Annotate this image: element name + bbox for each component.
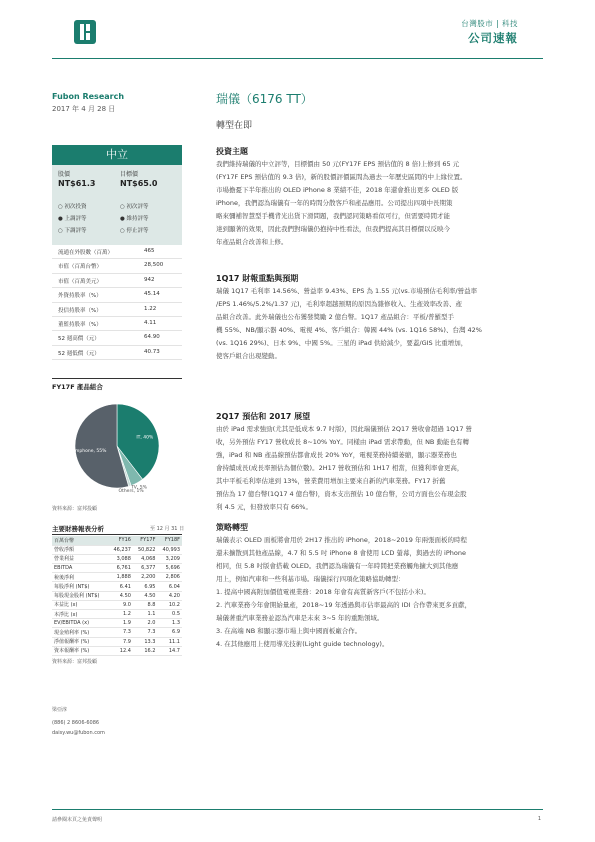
table-cell: 14.7: [157, 646, 182, 655]
table-cell: 40,993: [157, 545, 182, 554]
table-row: [52, 582, 182, 591]
paragraph-line: 3. 在高端 NB 和顯示器市場上與中國面板廠合作。: [216, 627, 362, 635]
table-cell: 現金殖利率 (%): [52, 628, 108, 637]
pie-label-others: Others, 1%: [118, 488, 144, 494]
section-investment-theme-title: 投資主題: [216, 147, 248, 156]
paragraph-line: /EPS 1.46%/5.2%/1.37 元)，毛利率超越預期的原因為雜修收入、生產效率改善、產: [216, 300, 463, 308]
table-cell: FY17F: [133, 536, 158, 545]
paragraph-line: 瑞儀 1Q17 毛利率 14.56%、營益率 9.43%、EPS 為 1.55 元(vs.市場預估毛利率/營益率: [216, 287, 478, 295]
table-cell: 每股淨利 (NT$): [52, 582, 108, 591]
product-mix-pie: [52, 394, 182, 504]
target-label: 目標價: [120, 171, 139, 178]
table-cell: 7.3: [108, 628, 133, 637]
rating-option: ○ 停止評等: [120, 228, 149, 234]
stat-value: 4.11: [144, 319, 157, 326]
table-cell: 本益比 (x): [52, 600, 108, 609]
stat-row: [52, 274, 182, 288]
table-cell: 2,200: [133, 573, 158, 582]
paragraph-line: 利 4.5 元，但發放率只有 66%。: [216, 503, 312, 511]
stat-value: 1.22: [144, 305, 157, 312]
table-cell: 1.2: [108, 610, 133, 619]
table-cell: 3,088: [108, 554, 133, 563]
paragraph-line: 1. 提高中國高附加價值電視業務：2018 年會有高質新客戶(不包括小米)。: [216, 588, 430, 596]
section-strategy-title: 策略轉型: [216, 523, 248, 532]
price-panel: [52, 165, 182, 245]
table-cell: 9.0: [108, 600, 133, 609]
rating-option: ○ 初次投資: [58, 204, 87, 210]
table-cell: 0.5: [157, 610, 182, 619]
rating-option: ○ 下調評等: [58, 228, 87, 234]
fin-table-source: 資料來源：富邦投顧: [52, 659, 98, 665]
table-cell: 2,806: [157, 573, 182, 582]
paragraph-line: 由於 iPad 需求強勁(尤其是低成本 9.7 吋版)，因此瑞儀預估 2Q17 營收會超過 1Q17 營: [216, 425, 473, 433]
paragraph-line: 機 55%、NB/顯示器 40%、電視 4%、客戶組合：韓國 44% (vs. 1Q16 58%)、台灣 42%: [216, 326, 482, 334]
table-row: [52, 545, 182, 554]
paragraph-line: 年產品組合改善和上修。: [216, 238, 288, 246]
paragraph-line: 略來彌補智慧型手機背光出貨下滑問題，我們認同策略看似可行，但需要時間才能: [216, 212, 450, 220]
footer-disclaimer[interactable]: 請參閱末頁之免責聲明: [52, 817, 103, 823]
table-cell: 46,237: [108, 545, 133, 554]
fin-table-title: 主要財務報表分析: [52, 525, 104, 533]
stat-label: 投信持股率（%）: [58, 307, 102, 314]
paragraph-line: 強，iPad 和 NB 產品線預估都會成長 20% YoY，電視業務持續萎縮，顯示器業務也: [216, 451, 457, 459]
table-cell: 4.20: [157, 591, 182, 600]
table-cell: FY18F: [157, 536, 182, 545]
table-cell: 4.50: [133, 591, 158, 600]
table-cell: 6.95: [133, 582, 158, 591]
pie-top-rule: [52, 378, 182, 379]
stat-value: 465: [144, 248, 155, 254]
paragraph-line: 我們維持瑞儀的中立評等，目標價由 50 元(FY17F EPS 預估值的 8 倍)上修到 65 元: [216, 160, 460, 168]
paragraph-line: 預估為 17 億台幣(1Q17 4 億台幣)，資本支出預估 10 億台幣，公司方面也公布現金股: [216, 490, 467, 498]
page-number: 1: [537, 816, 541, 822]
table-cell: EV/EBITDA (x): [52, 619, 108, 628]
table-cell: 6,761: [108, 564, 133, 573]
stat-label: 52 週高價（元）: [58, 336, 100, 343]
paragraph-line: iPhone，我們認為瑞儀有一年的時間分散客戶和產品應用。公司提出四項中長期策: [216, 199, 453, 207]
stat-label: 52 週低價（元）: [58, 350, 100, 357]
table-cell: 6.9: [157, 628, 182, 637]
stat-label: 董監持股率（%）: [58, 321, 102, 328]
table-row: [52, 619, 182, 628]
stat-row: [52, 245, 182, 259]
stat-label: 市值（百萬台幣）: [58, 264, 103, 271]
rating-option: ○ 初次評等: [120, 204, 149, 210]
price-value: NT$61.3: [58, 179, 96, 188]
table-row: [52, 573, 182, 582]
rating-option: ● 維持評等: [120, 216, 149, 222]
section-investment-theme-body: [216, 158, 546, 249]
pie-label-tv: TV, 5%: [131, 485, 147, 491]
table-cell: 6.41: [108, 582, 133, 591]
section-2q17-title: 2Q17 預估和 2017 展望: [216, 412, 311, 421]
paragraph-line: 用上，例如汽車和一些利基市場。瑞儀採行四項化策略協助轉型：: [216, 575, 405, 583]
table-cell: 營業利益: [52, 554, 108, 563]
table-row: [52, 600, 182, 609]
table-row: [52, 628, 182, 637]
stat-row: [52, 303, 182, 317]
section-strategy-body: [216, 534, 546, 651]
pie-title: FY17F 產品組合: [52, 383, 103, 391]
stat-value: 28,500: [144, 262, 164, 269]
table-cell: 2.0: [133, 619, 158, 628]
stat-label: 外資持股率（%）: [58, 293, 102, 300]
table-cell: 3,209: [157, 554, 182, 563]
paragraph-line: 還未擴散到其他產品線，4.7 和 5.5 吋 iPhone 8 會使用 LCD 螢幕，與過去的 iPhone: [216, 549, 466, 557]
stat-row: [52, 346, 182, 360]
report-subtitle: 轉型在即: [216, 121, 253, 131]
header-divider: [52, 58, 543, 59]
table-cell: 50,822: [133, 545, 158, 554]
table-cell: 4.50: [108, 591, 133, 600]
table-cell: 5,696: [157, 564, 182, 573]
pie-label-temphone: TEmphone, 55%: [69, 449, 107, 455]
table-cell: 10.2: [157, 600, 182, 609]
paragraph-line: 相同，但 5.8 吋版會搭載 OLED。我們認為瑞儀有一年時間把業務觸角擴大到其他應: [216, 562, 459, 570]
paragraph-line: 其中平板毛利率估達到 13%，營業費用增加主要來自新的汽車業務。FY17 折舊: [216, 477, 446, 485]
table-cell: 8.8: [133, 600, 158, 609]
paragraph-line: 品組合改善。此外瑞儀也公布獲發獎勵 2 億台幣。1Q17 產品組合：平板/普羅型手: [216, 313, 455, 321]
table-cell: 6,377: [133, 564, 158, 573]
section-1q17-body: [216, 285, 546, 363]
stat-value: 942: [144, 276, 155, 283]
paragraph-line: 2. 汽車業務今年會開始量產，2018~19 年透過與市佔率最高的 IDI 合作帶來更多貢獻，: [216, 601, 472, 609]
section-2q17-body: [216, 423, 546, 514]
report-type: 公司速報: [468, 31, 518, 45]
table-row: [52, 591, 182, 600]
table-cell: 淨值報酬率 (%): [52, 637, 108, 646]
stat-value: 64.90: [144, 334, 160, 341]
paragraph-line: 瑞儀表示 OLED 面板將會用於 2H17 推出的 iPhone，2018~2019 年兩張面板的時程: [216, 536, 468, 544]
price-label: 股價: [58, 171, 71, 178]
rating-option: ● 上調評等: [58, 216, 87, 222]
table-row: [52, 610, 182, 619]
paragraph-line: 4. 在其他應用上使用導光技術(Light guide technology)。: [216, 640, 389, 648]
stat-row: [52, 259, 182, 273]
table-cell: 12.4: [108, 646, 133, 655]
header-category: 台灣股市 | 科技: [461, 19, 518, 28]
stock-stats: [52, 245, 182, 360]
rating-badge: 中立: [52, 145, 182, 165]
table-row: [52, 554, 182, 563]
stat-row: [52, 331, 182, 345]
table-cell: 1.1: [133, 610, 158, 619]
table-cell: 11.1: [157, 637, 182, 646]
report-date: 2017 年 4 月 28 日: [52, 105, 116, 113]
footer-divider: [52, 809, 543, 810]
table-cell: 7.9: [108, 637, 133, 646]
company-title: 瑞儀（6176 TT）: [216, 92, 313, 106]
stat-row: [52, 317, 182, 331]
paragraph-line: 收，另外預估 FY17 營收成長 8~10% YoY。同樣由 iPad 需求帶動，但 NB 動能也有轉: [216, 438, 469, 446]
paragraph-line: 達到顯著的效果，因此我們對瑞儀仍抱持中性看法，但我們提高其目標價以反映今: [216, 225, 450, 233]
table-cell: 1,888: [108, 573, 133, 582]
fin-table-period: 至 12 月 31 日: [150, 526, 185, 532]
table-cell: EBITDA: [52, 564, 108, 573]
broker-name: Fubon Research: [52, 92, 125, 101]
target-value: NT$65.0: [120, 179, 158, 188]
table-cell: 16.2: [133, 646, 158, 655]
table-cell: 百萬台幣: [52, 536, 108, 545]
paragraph-line: 使客戶組合出現變動。: [216, 352, 281, 360]
analyst-name: 梁亞淳: [52, 707, 68, 713]
table-row: [52, 564, 182, 573]
paragraph-line: 瑞儀著重汽車業務並認為汽車是未來 3~5 年的重點領域。: [216, 614, 384, 622]
table-row: [52, 646, 182, 655]
table-cell: 6.04: [157, 582, 182, 591]
analyst-phone: (886) 2 8606-6086: [52, 720, 100, 726]
table-cell: 13.3: [133, 637, 158, 646]
table-cell: FY16: [108, 536, 133, 545]
paragraph-line: 市場擔憂下半年推出的 OLED iPhone 8 業績不佳，2018 年還會推出更多 OLED 版: [216, 186, 459, 194]
fin-table-rule: [52, 534, 182, 535]
table-row: [52, 637, 182, 646]
stat-label: 流通在外股數（百萬）: [58, 250, 114, 256]
table-cell: 1.3: [157, 619, 182, 628]
stat-label: 市值（百萬美元）: [58, 278, 103, 285]
table-cell: 本淨比 (x): [52, 610, 108, 619]
table-cell: 4,068: [133, 554, 158, 563]
table-cell: 營收淨額: [52, 545, 108, 554]
paragraph-line: (FY17F EPS 預估值的 9.3 倍)，新的股價評價區間為過去一年歷史區間的中上緣位置。: [216, 173, 467, 181]
paragraph-line: (vs. 1Q16 29%)、日本 9%、中國 5%。三星的 iPad 供給減少，要蓋/GIS 比重增加，: [216, 339, 468, 347]
table-cell: 7.3: [133, 628, 158, 637]
financial-table: [52, 536, 182, 656]
fubon-logo: [72, 18, 98, 46]
section-1q17-title: 1Q17 財報重點與預期: [216, 274, 299, 283]
table-cell: 資本報酬率 (%): [52, 646, 108, 655]
paragraph-line: 會持續成長(成長率預估為個位數)。2H17 營收預估和 1H17 相當，但獲利率會更高，: [216, 464, 464, 472]
stat-value: 40.73: [144, 348, 160, 355]
pie-label-it: IT, 40%: [136, 435, 154, 441]
stat-row: [52, 288, 182, 302]
table-cell: 每股現金股利 (NT$): [52, 591, 108, 600]
table-cell: 稅後淨利: [52, 573, 108, 582]
analyst-email[interactable]: daisy.wu@fubon.com: [52, 730, 105, 736]
pie-source: 資料來源：富邦投顧: [52, 506, 98, 512]
fin-table-header: [52, 536, 182, 545]
stat-value: 45.14: [144, 291, 160, 298]
table-cell: 1.9: [108, 619, 133, 628]
